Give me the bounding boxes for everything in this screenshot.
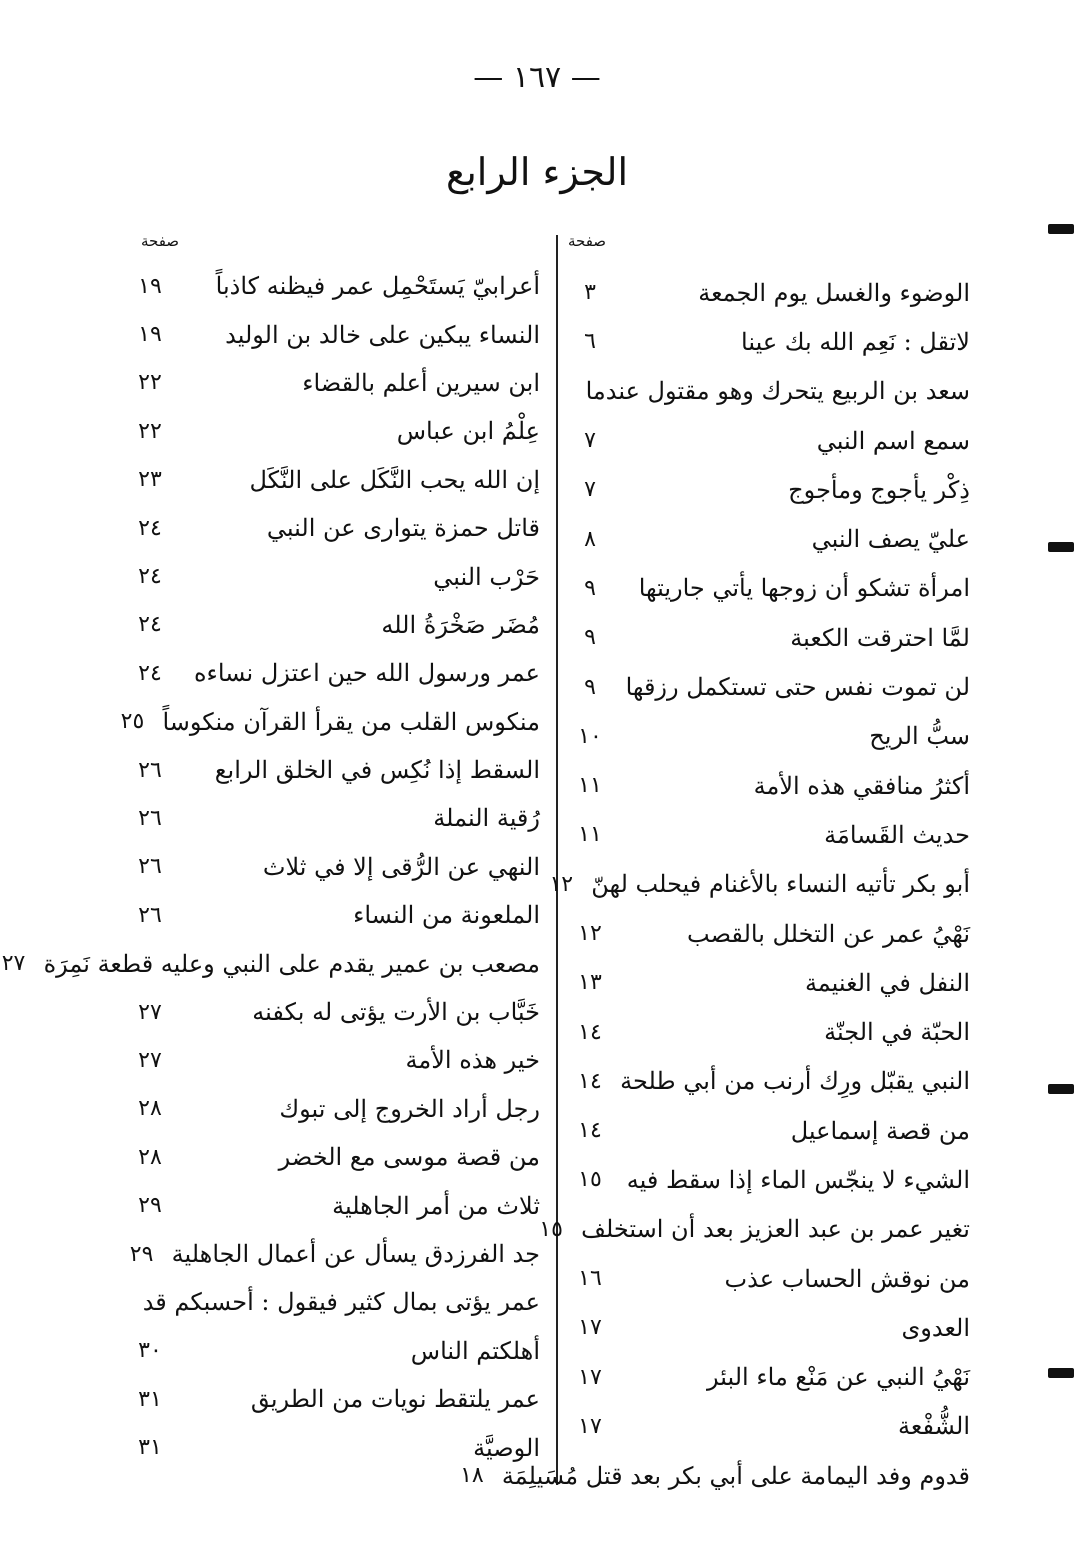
toc-entry-title: خير هذه الأمة bbox=[405, 1046, 540, 1075]
toc-list-left bbox=[1, 262, 556, 1472]
toc-entry-page: ٩ bbox=[584, 575, 596, 601]
page-number: — ١٦٧ — bbox=[473, 60, 601, 95]
toc-entry-title: ابن سيرين أعلم بالقضاء bbox=[302, 368, 540, 397]
toc-entry-title: من قصة إسماعيل bbox=[790, 1116, 970, 1145]
toc-entry-page: ٢٩ bbox=[138, 1193, 162, 1219]
toc-entry-page: ٢٨ bbox=[138, 1096, 162, 1122]
toc-entry bbox=[560, 1155, 980, 1204]
toc-entry-title: الوصيَّة bbox=[473, 1433, 540, 1462]
toc-entry-page: ١٥ bbox=[578, 1167, 602, 1193]
toc-entry-title: إن الله يحب النَّكَل على النَّكَل bbox=[249, 465, 540, 494]
toc-entry bbox=[560, 465, 980, 514]
toc-entry bbox=[120, 359, 556, 407]
toc-entry bbox=[120, 552, 556, 600]
toc-entry bbox=[120, 1036, 556, 1084]
toc-entry-title: عليّ يصف النبي bbox=[811, 525, 970, 554]
toc-entry-page: ٢٢ bbox=[138, 418, 162, 444]
toc-entry-title: النساء يبكين على خالد بن الوليد bbox=[225, 320, 540, 349]
toc-entry-title: لاتقل : نَعِم الله بك عينا bbox=[741, 327, 970, 356]
toc-entry bbox=[120, 891, 556, 939]
toc-entry-title: تغير عمر بن عبد العزيز بعد أن استخلف bbox=[581, 1215, 970, 1244]
toc-entry bbox=[120, 1230, 556, 1278]
toc-entry-page: ٢٣ bbox=[138, 467, 162, 493]
toc-entry-title: لمَّا احترقت الكعبة bbox=[790, 623, 970, 652]
toc-entry-page: ٧ bbox=[584, 477, 596, 503]
toc-entry-page: ١١ bbox=[578, 822, 602, 848]
toc-entry-title: خَبَّاب بن الأرت يؤتى له بكفنه bbox=[252, 998, 540, 1027]
toc-entry-title: الشُّفْعة bbox=[898, 1412, 970, 1441]
toc-entry bbox=[560, 1057, 980, 1106]
toc-entry bbox=[120, 504, 556, 552]
toc-entry-page: ١٧ bbox=[578, 1315, 602, 1341]
edge-mark bbox=[1048, 542, 1074, 552]
toc-entry-page: ٣١ bbox=[138, 1435, 162, 1461]
toc-entry-page: ١٤ bbox=[578, 1068, 602, 1094]
toc-entry-title: الشيء لا ينجّس الماء إذا سقط فيه bbox=[626, 1165, 970, 1194]
toc-entry bbox=[120, 262, 556, 310]
toc-entry-page: ٣ bbox=[584, 280, 596, 306]
toc-entry-page: ٩ bbox=[584, 625, 596, 651]
toc-entry-title: قدوم وفد اليمامة على أبي بكر بعد قتل مُسَيلِمَة bbox=[501, 1461, 970, 1490]
toc-entry bbox=[120, 310, 556, 358]
toc-entry-page: ٢٢ bbox=[138, 370, 162, 396]
toc-entry bbox=[560, 1353, 980, 1402]
toc-entry-title: ثلاث من أمر الجاهلية bbox=[332, 1191, 540, 1220]
toc-entry-title: حديث القَسامَة bbox=[824, 820, 970, 849]
toc-entry-title: النبي يقبّل ورِك أرنب من أبي طلحة bbox=[620, 1067, 970, 1096]
toc-entry-page: ١٩ bbox=[138, 273, 162, 299]
toc-entry bbox=[549, 860, 980, 909]
toc-entry-page: ١٦ bbox=[578, 1266, 602, 1292]
toc-entry-page: ١٢ bbox=[578, 921, 602, 946]
toc-entry-title: أهلكتم الناس bbox=[410, 1336, 540, 1365]
toc-entry-page: ٢٦ bbox=[138, 757, 162, 783]
toc-entry bbox=[120, 698, 556, 746]
toc-entry-title: سمع اسم النبي bbox=[816, 426, 970, 455]
toc-entry-title: عِلْمُ ابن عباس bbox=[396, 417, 540, 446]
toc-entry-title: السقط إذا نُكِس في الخلق الرابع bbox=[214, 756, 540, 785]
toc-entry-page: ١٨ bbox=[460, 1463, 484, 1489]
toc-entry-title: الوضوء والغسل يوم الجمعة bbox=[698, 278, 970, 307]
toc-entry-page: ٢٤ bbox=[138, 612, 162, 638]
toc-entry-title: مصعب بن عمير يقدم على النبي وعليه قطعة نَمِرَة bbox=[43, 949, 540, 978]
toc-entry-page: ٢٤ bbox=[138, 515, 162, 541]
section-title: الجزء الرابع bbox=[445, 150, 629, 194]
toc-entry-page: ١٧ bbox=[578, 1364, 602, 1390]
toc-entry-page: ٩ bbox=[584, 674, 596, 700]
toc-entry-title: عمر يؤتى بمال كثير فيقول : أحسبكم قد bbox=[142, 1288, 540, 1317]
toc-entry bbox=[560, 367, 980, 416]
toc-entry-title: الحبّة في الجنّة bbox=[824, 1018, 970, 1047]
toc-entry bbox=[560, 1007, 980, 1056]
toc-entry bbox=[120, 988, 556, 1036]
toc-entry-title: رُقية النملة bbox=[433, 804, 540, 833]
toc-entry-title: سبُّ الريح bbox=[869, 722, 970, 751]
toc-entry-page: ٢٧ bbox=[138, 1047, 162, 1073]
toc-entry bbox=[120, 1375, 556, 1423]
toc-entry bbox=[560, 416, 980, 465]
toc-entry-title: أكثرُ منافقي هذه الأمة bbox=[753, 771, 970, 800]
edge-mark bbox=[1048, 224, 1074, 234]
toc-entry-page: ٢٦ bbox=[138, 805, 162, 831]
toc-entry-page: ١٢ bbox=[549, 871, 574, 897]
toc-entry-title: نَهْيُ النبي عن مَنْع ماء البئر bbox=[707, 1363, 970, 1392]
toc-entry-page: ٧ bbox=[584, 428, 596, 454]
toc-entry-page: ١٤ bbox=[578, 1118, 602, 1144]
left-column-page-header: صفحة bbox=[140, 232, 180, 250]
edge-mark bbox=[1048, 1084, 1074, 1094]
toc-entry-page: ٣٠ bbox=[138, 1338, 162, 1364]
toc-entry bbox=[539, 1205, 980, 1254]
toc-entry bbox=[560, 712, 980, 761]
toc-entry-page: ١٥ bbox=[539, 1216, 563, 1242]
toc-entry-page: ٢٤ bbox=[138, 660, 162, 686]
toc-entry-title: امرأة تشكو أن زوجها يأتي جاريتها bbox=[638, 574, 970, 603]
toc-entry bbox=[120, 1085, 556, 1133]
toc-entry-title: أبو بكر تأتيه النساء بالأغنام فيحلب لهنّ bbox=[591, 870, 970, 899]
toc-entry bbox=[560, 1106, 980, 1155]
toc-entry bbox=[560, 810, 980, 859]
toc-entry-page: ٢٧ bbox=[138, 999, 162, 1025]
toc-entry-title: عمر ورسول الله حين اعتزل نساءه bbox=[193, 659, 540, 688]
toc-entry-title: عمر يلتقط نويات من الطريق bbox=[250, 1385, 540, 1414]
toc-entry-page: ١٣ bbox=[578, 970, 602, 996]
toc-entry-title: أعرابيّ يَستَحْمِل عمر فيظنه كاذباً bbox=[215, 272, 540, 301]
toc-entry bbox=[120, 746, 556, 794]
toc-entry bbox=[560, 1254, 980, 1303]
toc-entry-page: ٨ bbox=[584, 526, 596, 552]
toc-entry bbox=[120, 843, 556, 891]
toc-entry-page: ١٠ bbox=[578, 723, 602, 749]
toc-entry bbox=[120, 456, 556, 504]
toc-entry bbox=[460, 1451, 980, 1500]
toc-entry bbox=[120, 407, 556, 455]
toc-entry bbox=[560, 909, 980, 958]
toc-entry-title: من نوقش الحساب عذب bbox=[724, 1264, 970, 1293]
toc-entry bbox=[120, 1133, 556, 1181]
toc-entry-page: ١٧ bbox=[578, 1413, 602, 1439]
toc-entry-title: من قصة موسى مع الخضر bbox=[278, 1143, 540, 1172]
toc-entry-page: ٢٥ bbox=[120, 709, 145, 735]
toc-entry bbox=[560, 564, 980, 613]
toc-entry-title: ذِكْر يأجوج ومأجوج bbox=[788, 475, 970, 504]
toc-entry bbox=[1, 939, 556, 987]
toc-entry bbox=[560, 514, 980, 563]
toc-entry-title: سعد بن الربيع يتحرك وهو مقتول عندما bbox=[585, 377, 970, 406]
toc-entry bbox=[120, 649, 556, 697]
toc-entry-title: الملعونة من النساء bbox=[353, 901, 540, 930]
toc-entry-page: ٢٧ bbox=[1, 951, 26, 977]
toc-entry bbox=[560, 662, 980, 711]
toc-entry-title: النهي عن الرُّقى إلا في ثلاث bbox=[262, 852, 540, 881]
toc-entry-page: ٢٨ bbox=[138, 1144, 162, 1170]
toc-entry bbox=[120, 1423, 556, 1471]
toc-entry bbox=[120, 1181, 556, 1229]
toc-entry bbox=[560, 268, 980, 317]
toc-entry-title: العدوى bbox=[901, 1313, 970, 1342]
toc-entry-page: ٢٦ bbox=[138, 854, 162, 880]
right-column-page-header: صفحة bbox=[567, 232, 607, 250]
column-divider bbox=[556, 235, 558, 1485]
toc-entry-title: منكوس القلب من يقرأ القرآن منكوساً bbox=[162, 707, 540, 736]
toc-entry bbox=[560, 1402, 980, 1451]
toc-entry-page: ١٩ bbox=[138, 322, 162, 348]
toc-entry-title: جد الفرزدق يسأل عن أعمال الجاهلية bbox=[171, 1240, 540, 1268]
toc-entry-page: ٣١ bbox=[138, 1386, 162, 1412]
toc-entry bbox=[560, 761, 980, 810]
toc-entry-title: قاتل حمزة يتوارى عن النبي bbox=[266, 514, 540, 543]
toc-entry-page: ٢٩ bbox=[129, 1241, 154, 1267]
toc-entry bbox=[120, 1278, 556, 1326]
toc-entry bbox=[560, 958, 980, 1007]
toc-entry-page: ٦ bbox=[584, 329, 596, 355]
toc-entry-page: ٢٦ bbox=[138, 902, 162, 928]
toc-entry bbox=[560, 317, 980, 366]
toc-entry bbox=[120, 1327, 556, 1375]
toc-entry-title: حَرْب النبي bbox=[433, 562, 540, 591]
toc-entry-page: ٢٤ bbox=[138, 564, 162, 590]
toc-entry-title: مُضَر صَخْرَةُ الله bbox=[381, 610, 540, 639]
toc-entry-title: نَهْيُ عمر عن التخلل بالقصب bbox=[687, 919, 970, 948]
toc-entry bbox=[560, 1303, 980, 1352]
toc-entry-title: لن تموت نفس حتى تستكمل رزقها bbox=[625, 673, 970, 702]
toc-entry-title: النفل في الغنيمة bbox=[804, 968, 970, 997]
edge-mark bbox=[1048, 1368, 1074, 1378]
toc-entry-page: ١٤ bbox=[578, 1019, 602, 1045]
toc-entry-page: ١١ bbox=[578, 773, 602, 799]
toc-entry bbox=[560, 613, 980, 662]
toc-entry bbox=[120, 601, 556, 649]
toc-entry-title: رجل أراد الخروج إلى تبوك bbox=[279, 1094, 540, 1123]
toc-entry bbox=[120, 794, 556, 842]
